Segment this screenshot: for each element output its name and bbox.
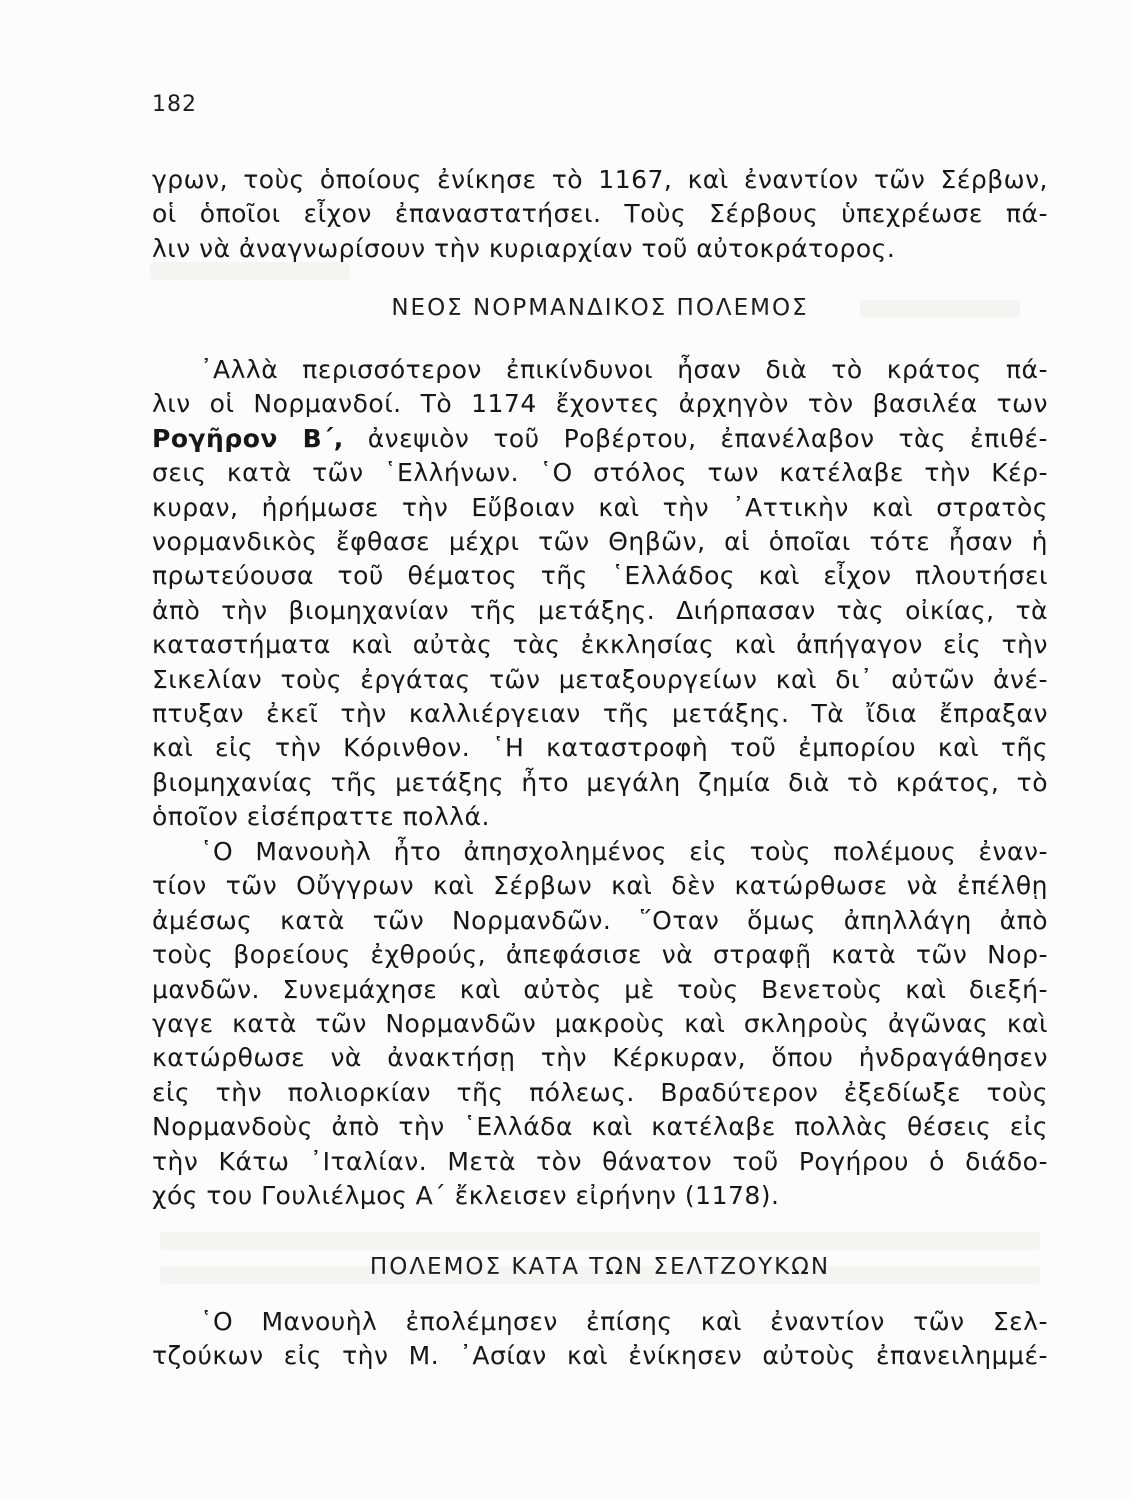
bold-name: Ρογῆρον Β΄, (152, 423, 344, 453)
text-line: ῾Ο Μανουὴλ ἐπολέμησεν ἐπίσης καὶ ἐναντίον τῶν Σελ- (200, 1307, 1048, 1336)
text-line: τίον τῶν Οὔγγρων καὶ Σέρβων καὶ δὲν κατώρθωσε νὰ ἐπέλθῃ (152, 871, 1048, 901)
text-line: μανδῶν. Συνεμάχησε καὶ αὐτὸς μὲ τοὺς Βενετοὺς καὶ διεξή- (152, 974, 1048, 1004)
section-2-paragraph-1 (152, 1305, 1048, 1374)
text-line: πτυξαν ἐκεῖ τὴν καλλιέργειαν τῆς μετάξης. Τὰ ἴδια ἔπραξαν (152, 698, 1048, 728)
section-1-paragraph-1 (152, 353, 1048, 834)
text-line: Σικελίαν τοὺς ἐργάτας τῶν μεταξουργείων καὶ δι᾿ αὐτῶν ἀνέ- (152, 664, 1048, 694)
text-line: βιομηχανίας τῆς μετάξης ἦτο μεγάλη ζημία διὰ τὸ κράτος, τὸ (152, 767, 1048, 797)
text-line: κατώρθωσε νὰ ἀνακτήσῃ τὴν Κέρκυραν, ὅπου ἠνδραγάθησεν (152, 1043, 1048, 1073)
text-line: σεις κατὰ τῶν ῾Ελλήνων. ῾Ο στόλος των κατέλαβε τὴν Κέρ- (152, 458, 1048, 488)
page-number: 182 (152, 92, 197, 117)
text-line: ῾Ο Μανουὴλ ἦτο ἀπησχολημένος εἰς τοὺς πολέμους ἐναν- (200, 837, 1048, 866)
text-line: Νορμανδοὺς ἀπὸ τὴν ῾Ελλάδα καὶ κατέλαβε πολλὰς θέσεις εἰς (152, 1112, 1048, 1142)
text-line: εἰς τὴν πολιορκίαν τῆς πόλεως. Βραδύτερον ἐξεδίωξε τοὺς (152, 1077, 1048, 1107)
text-line: ᾿Αλλὰ περισσότερον ἐπικίνδυνοι ἦσαν διὰ τὸ κράτος πά- (200, 355, 1048, 384)
section-heading-norman-war: ΝΕΟΣ ΝΟΡΜΑΝΔΙΚΟΣ ΠΟΛΕΜΟΣ (391, 295, 809, 321)
text-line: καὶ εἰς τὴν Κόρινθον. ῾Η καταστροφὴ τοῦ ἐμπορίου καὶ τῆς (152, 733, 1048, 763)
section-heading-seljuk-war: ΠΟΛΕΜΟΣ ΚΑΤΑ ΤΩΝ ΣΕΛΤΖΟΥΚΩΝ (369, 1254, 831, 1280)
text-line: γρων, τοὺς ὁποίους ἐνίκησε τὸ 1167, καὶ ἐναντίον τῶν Σέρβων, (152, 165, 1048, 194)
text-line: λιν οἱ Νορμανδοί. Τὸ 1174 ἔχοντες ἀρχηγὸν τὸν βασιλέα των (152, 389, 1048, 419)
text-line: τζούκων εἰς τὴν Μ. ᾿Ασίαν καὶ ἐνίκησεν αὐτοὺς ἐπανειλημμέ- (152, 1341, 1048, 1371)
text-line: κυραν, ἠρήμωσε τὴν Εὔβοιαν καὶ τὴν ᾿Αττικὴν καὶ στρατὸς (152, 492, 1048, 522)
text-line-with-name (152, 422, 1048, 456)
text-line: ἀμέσως κατὰ τῶν Νορμανδῶν. ῞Οταν ὅμως ἀπηλλάγη ἀπὸ (152, 905, 1048, 935)
intro-paragraph (152, 163, 1048, 266)
show-through-mark (160, 1232, 1040, 1250)
text-line: χός του Γουλιέλμος Α΄ ἔκλεισεν εἰρήνην (1178). (152, 1180, 780, 1210)
text-line: τοὺς βορείους ἐχθρούς, ἀπεφάσισε νὰ στραφῇ κατὰ τῶν Νορ- (152, 940, 1048, 970)
text-line: ἀπὸ τὴν βιομηχανίαν τῆς μετάξης. Διήρπασαν τὰς οἰκίας, τὰ (152, 595, 1048, 625)
section-1-paragraph-2 (152, 835, 1048, 1213)
text-line-rest: ἀνεψιὸν τοῦ Ροβέρτου, ἐπανέλαβον τὰς ἐπιθέ- (367, 423, 1048, 453)
text-line: οἱ ὁποῖοι εἶχον ἐπαναστατήσει. Τοὺς Σέρβους ὑπεχρέωσε πά- (152, 199, 1048, 229)
text-line: καταστήματα καὶ αὐτὰς τὰς ἐκκλησίας καὶ ἀπήγαγον εἰς τὴν (152, 630, 1048, 660)
text-line: λιν νὰ ἀναγνωρίσουν τὴν κυριαρχίαν τοῦ αὐτοκράτορος. (152, 233, 896, 263)
text-line: ὁποῖον εἰσέπραττε πολλά. (152, 802, 490, 832)
text-line: τὴν Κάτω ᾿Ιταλίαν. Μετὰ τὸν θάνατον τοῦ Ρογήρου ὁ διάδο- (152, 1146, 1048, 1176)
text-line: πρωτεύουσα τοῦ θέματος τῆς ῾Ελλάδος καὶ εἶχον πλουτήσει (152, 561, 1048, 591)
text-line: γαγε κατὰ τῶν Νορμανδῶν μακροὺς καὶ σκληροὺς ἀγῶνας καὶ (152, 1008, 1048, 1038)
text-line: νορμανδικὸς ἔφθασε μέχρι τῶν Θηβῶν, αἱ ὁποῖαι τότε ἦσαν ἡ (152, 526, 1048, 556)
